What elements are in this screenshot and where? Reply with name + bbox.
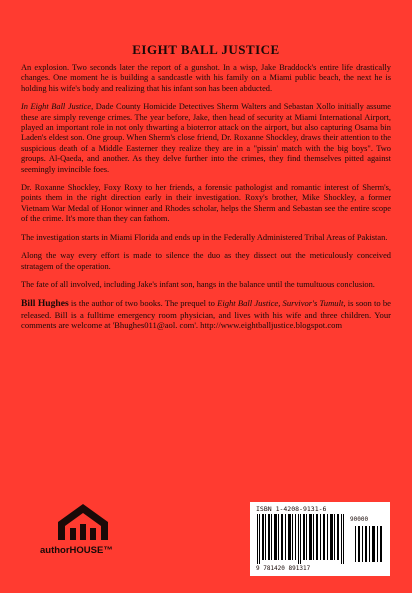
paragraph-detectives-text: , Dade County Homicide Detectives Sherm Walters and Sebastan Xollo initially assume these are simply revenge crimes. The year before, Jake, then head of security at Miami International Airport, played an important role in not only thwarting a bioterror attack on the airport, but also capturing Osama bin Laden's eldest son. One group. When Sherm's close friend, Dr. Roxanne Shockley, draws their attention to the suspicious death of a Middle Easterner they realize they are in a "pissin' match with the big boys". Two groups. Al-Qaeda, and another. As they delve further into the crimes, they find themselves pitted against seemingly invincible foes. xyxy=(21,102,391,174)
barcode-bars xyxy=(255,514,350,564)
barcode-digits: 9 781420 891317 xyxy=(256,565,311,572)
publisher-name: authorHOUSE™ xyxy=(40,545,113,556)
price-barcode-bars xyxy=(354,526,384,562)
paragraph-roxanne: Dr. Roxanne Shockley, Foxy Roxy to her friends, a forensic pathologist and romantic interest of Sherm's, points them in the right direction early in their investigation. Roxy's brother, Mike Shockley, a former Vietnam War Medal of Honor winner and Rhodes scholar, helps the Sherm and Sebastan see the entire scope of the crime. It's more than they can fathom. xyxy=(21,183,391,224)
paragraph-detectives xyxy=(21,102,391,175)
barcode xyxy=(250,502,390,576)
paragraph-intro: An explosion. Two seconds later the report of a gunshot. In a wisp, Jake Braddock's entire life drastically changes. One moment he is building a sandcastle with his family on a Miami public beach, the next he is holding his wife's body and realizing that his infant son has been abducted. xyxy=(21,63,391,93)
isbn-number: ISBN 1-4208-9131-6 xyxy=(256,505,327,513)
author-bio xyxy=(21,298,391,330)
back-cover-blurb xyxy=(21,63,391,339)
paragraph-effort: Along the way every effort is made to silence the duo as they dissect out the meticulously conceived stratagem of the operation. xyxy=(21,251,391,271)
book-title: EIGHT BALL JUSTICE xyxy=(132,42,280,57)
author-bio-text-2: , is soon to be released. Bill is a fulltime emergency room physician, and lives with his wife and three children. Your comments are welcome at 'Bhughes011@aol. com'. http://www.eightballjustice.blogspot.com xyxy=(21,298,392,331)
author-name: Bill Hughes xyxy=(21,298,69,310)
paragraph-fate: The fate of all involved, including Jake's infant son, hangs in the balance until the tumultuous conclusion. xyxy=(21,279,375,289)
paragraph-investigation: The investigation starts in Miami Florida and ends up in the Federally Administered Tribal Areas of Pakistan. xyxy=(21,232,388,242)
price-code: 90000 xyxy=(350,516,369,523)
author-bio-text-1: is the author of two books. The prequel to xyxy=(68,298,218,309)
prequel-title: Eight Ball Justice, Survivor's Tumult xyxy=(217,298,344,309)
book-title-italic: In Eight Ball Justice xyxy=(21,102,92,112)
